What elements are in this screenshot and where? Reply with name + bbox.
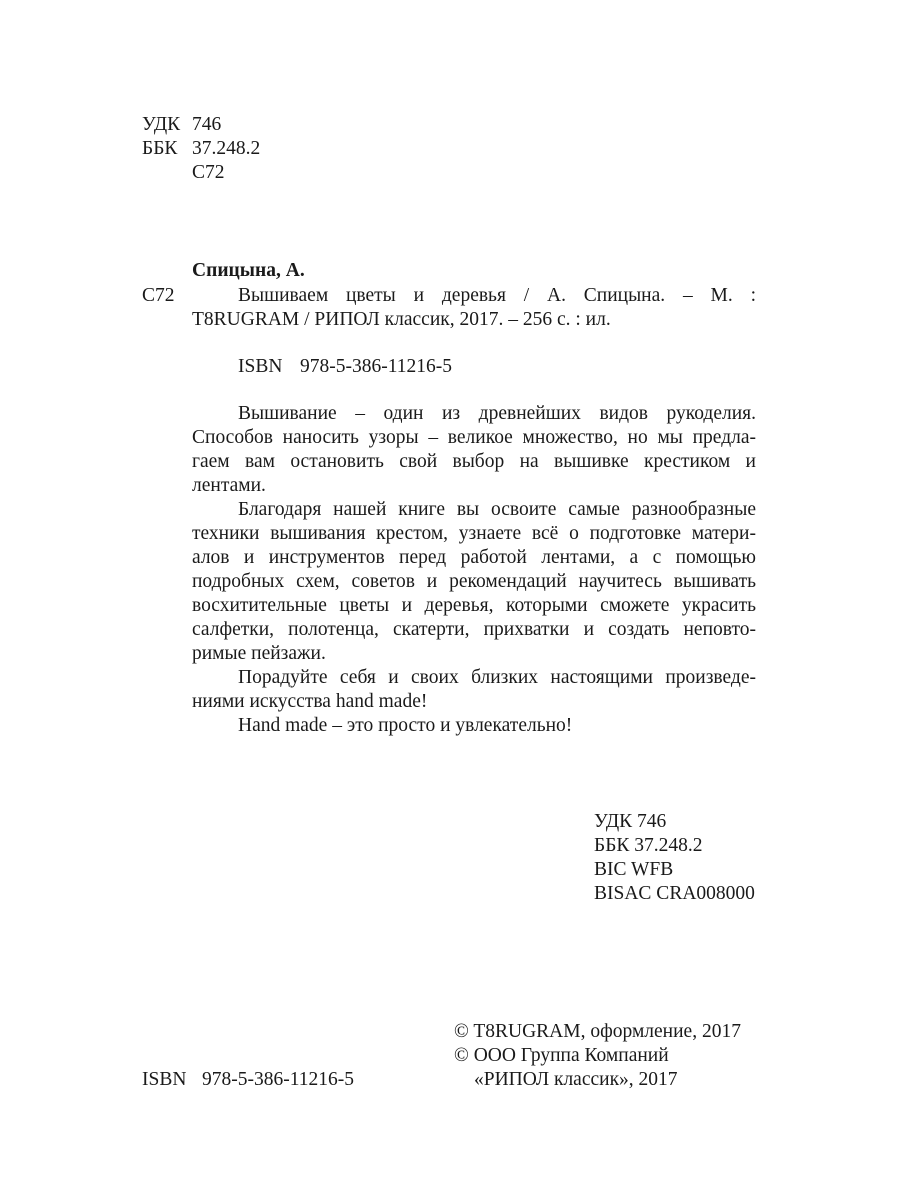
- annotation-line: Благодаря нашей книге вы освоите самые разнообразные: [238, 499, 756, 520]
- annotation-line: Порадуйте себя и своих близких настоящими произведе-: [238, 667, 756, 688]
- udk-value: 746: [192, 114, 222, 135]
- annotation-line: Вышивание – один из древнейших видов рукоделия.: [238, 403, 756, 424]
- annotation-line: римые пейзажи.: [192, 643, 326, 664]
- title-line-2: T8RUGRAM / РИПОЛ классик, 2017. – 256 с. : ил.: [192, 309, 611, 330]
- footer-isbn-label: ISBN: [142, 1069, 187, 1090]
- entry-mark: С72: [142, 285, 175, 306]
- annotation-line: лентами.: [192, 475, 266, 496]
- annotation-line: техники вышивания крестом, узнаете всё о подготовке матери-: [192, 523, 756, 544]
- annotation-line: ниями искусства hand made!: [192, 691, 428, 712]
- udk-label: УДК: [142, 114, 181, 135]
- bbk-value: 37.248.2: [192, 138, 261, 159]
- code-bisac: BISAC CRA008000: [594, 883, 755, 904]
- code-bbk: ББК 37.248.2: [594, 835, 703, 856]
- bbk-label: ББК: [142, 138, 178, 159]
- annotation-line: Способов наносить узоры – великое множество, но мы предла-: [192, 427, 756, 448]
- footer-isbn-value: 978-5-386-11216-5: [202, 1069, 355, 1090]
- annotation-line: гаем вам остановить свой выбор на вышивке крестиком и: [192, 451, 756, 472]
- entry-isbn-label: ISBN: [238, 356, 283, 377]
- annotation-line: Hand made – это просто и увлекательно!: [238, 715, 573, 736]
- copyright-line: «РИПОЛ классик», 2017: [474, 1069, 678, 1090]
- annotation-line: алов и инструментов перед работой лентами, а с помощью: [192, 547, 756, 568]
- author-heading: Спицына, А.: [192, 260, 305, 281]
- annotation-line: салфетки, полотенца, скатерти, прихватки и создать неповто-: [192, 619, 756, 640]
- copyright-line: © T8RUGRAM, оформление, 2017: [454, 1021, 741, 1042]
- code-udk: УДК 746: [594, 811, 667, 832]
- author-mark: С72: [192, 162, 225, 183]
- annotation-line: восхитительные цветы и деревья, которыми сможете украсить: [192, 595, 756, 616]
- annotation-line: подробных схем, советов и рекомендаций научитесь вышивать: [192, 571, 756, 592]
- code-bic: BIC WFB: [594, 859, 674, 880]
- entry-isbn-value: 978-5-386-11216-5: [300, 356, 453, 377]
- title-line-1: Вышиваем цветы и деревья / А. Спицына. – М. :: [238, 285, 756, 306]
- copyright-line: © ООО Группа Компаний: [454, 1045, 669, 1066]
